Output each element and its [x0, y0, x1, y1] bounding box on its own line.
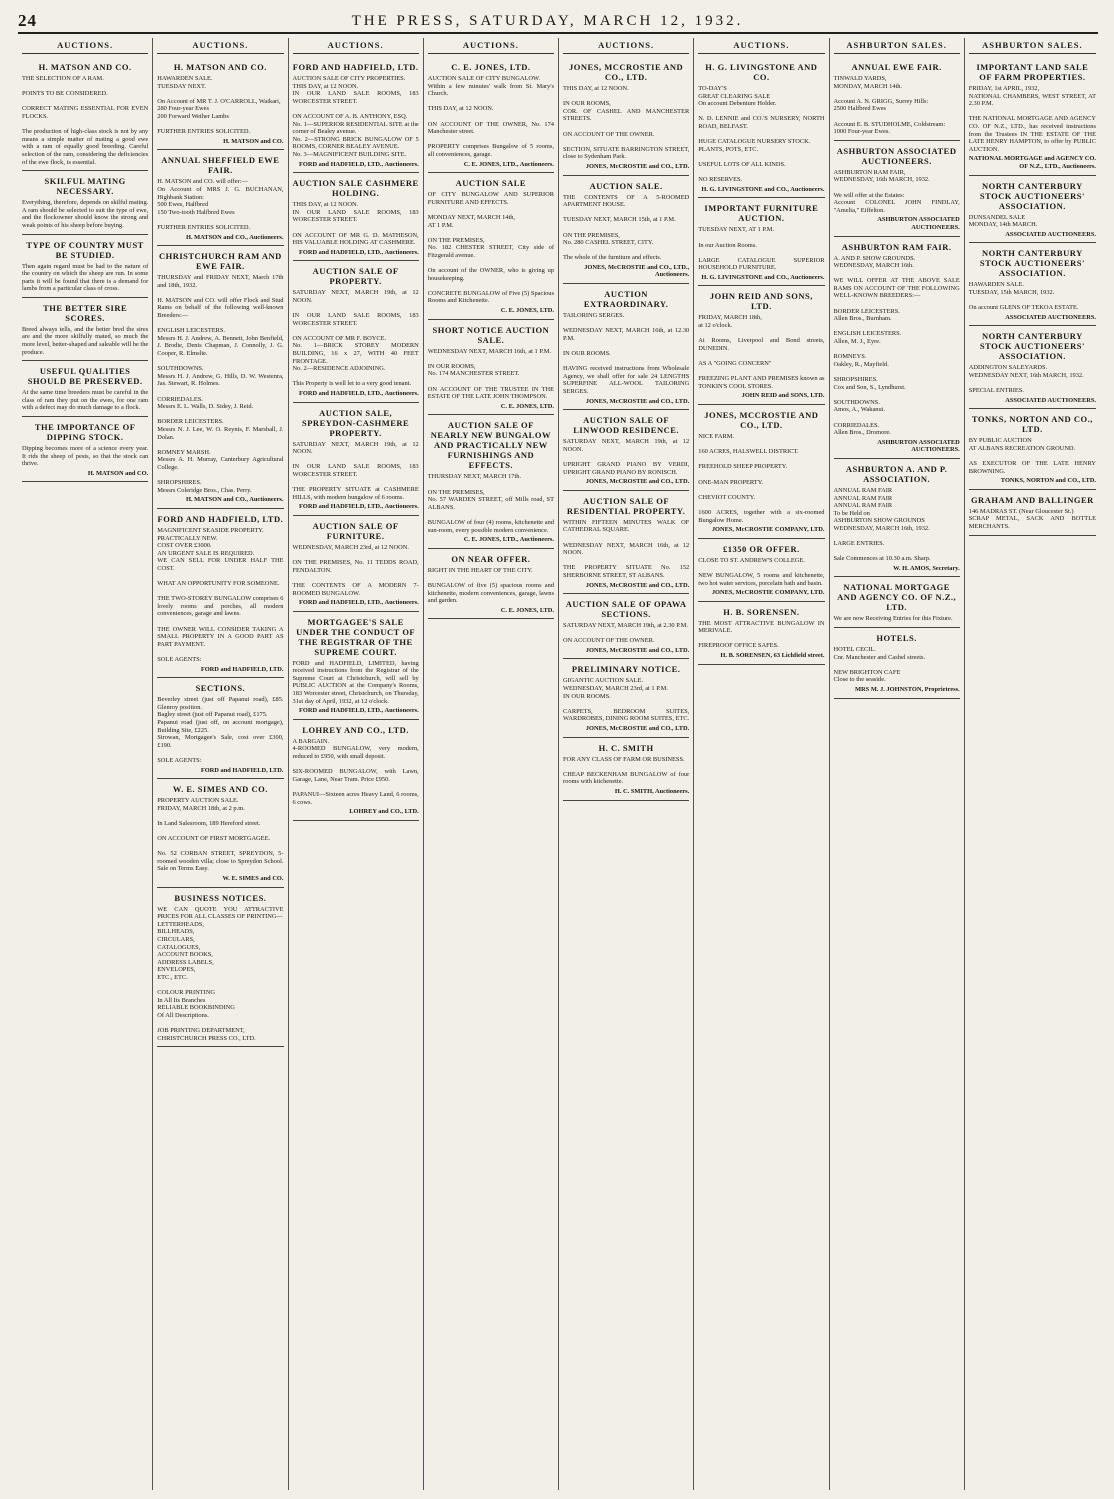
ad-signature: C. E. JONES, LTD., Auctioneers. [463, 536, 554, 544]
advertisement [157, 888, 283, 1048]
ad-body: Then again regard must be had to the nature of the country on which the sheep are run. In some parts it will be found that there is a demand for lambs from a particular class of cross. [22, 262, 149, 293]
ad-body: MAGNIFICENT SEASIDE PROPERTY. PRACTICALLY NEW. COST OVER £3000. AN URGENT SALE IS REQUIRED. WE CAN SELL FOR UNDER HALF THE COST. WHAT AN OPPORTUNITY FOR SOMEONE. THE TWO-STOREY BUNGALOW comprises 6 lovely rooms and porches, all modern conveniences, garage and lawns. THE OWNER WILL CONSIDER TAKING A SMALL PROPERTY IN A GOOD PART AS PART PAYMENT. SOLE AGENTS: [157, 526, 284, 663]
advertisement [834, 237, 960, 459]
ad-heading: JONES, MCCROSTIE AND CO., LTD. [569, 62, 684, 82]
ad-heading: AUCTION SALE OF OPAWA SECTIONS. [565, 599, 687, 620]
advertisement [157, 509, 283, 678]
ad-signature: FORD and HADFIELD, LTD., Auctioneers. [298, 160, 419, 168]
column-4 [424, 38, 559, 1490]
ad-heading: ASHBURTON RAM FAIR. [841, 241, 952, 252]
ad-signature: C. E. JONES, LTD. [500, 402, 554, 410]
ad-signature: W. H. AMOS, Secretary. [893, 564, 960, 572]
ad-body: AUCTION SALE OF CITY BUNGALOW. Within a few minutes' walk from St. Mary's Church. THIS DAY, at 12 NOON. ON ACCOUNT OF THE OWNER, No. 174 Manchester street. PROPERTY comprises Bungalow of 5 rooms, all conveniences, garage. [427, 75, 554, 158]
advertisement [969, 176, 1096, 244]
ad-signature: C. E. JONES, LTD. [500, 606, 554, 614]
ad-signature: FORD and HADFIELD, LTD., Auctioneers. [298, 707, 419, 715]
ad-body: THURSDAY and FRIDAY NEXT, March 17th and 18th, 1932. H. MATSON and CO. will offer Flock and Stud Rams on behalf of the following well-known Breeders:— ENGLISH LEICESTERS. Messrs H. J. Andrew, A. Bennett, John Benfield, J. Brodie, Denis Chapman, J. Connolly, J. G. Cooper, R. Elmslie. SOUTHDOWNS. Messrs H. J. Andrew, G. Hills, D. W. Westenra, Jas. Stewart, R. Holmes. CORRIEDALES. Messrs E. L. Walls, D. Sidey, J. Reid. BORDER LEICESTERS. Messrs N. J. Lee, W. O. Reynis, F. Marshall, J. Dolan. ROMNEY MARSH. Messrs A. H. Murray, Canterbury Agricultural College. SHROPSHIRES. Messrs Coleridge Bros., Chas. Perry. [157, 274, 284, 494]
advertisement [428, 173, 554, 320]
ad-heading: AUCTION SALE OF PROPERTY. [312, 266, 399, 287]
advertisement [563, 176, 689, 285]
newspaper-title: THE PRESS, SATURDAY, MARCH 12, 1932. [351, 12, 744, 29]
ad-body: SATURDAY NEXT, MARCH 19th, at 2.30 P.M. ON ACCOUNT OF THE OWNER. [563, 622, 688, 645]
ad-signature: FORD and HADFIELD, LTD. [200, 766, 284, 774]
ad-body: THE MOST ATTRACTIVE BUNGALOW IN MERIVALE. FIREPROOF OFFICE SAFES. [698, 619, 825, 650]
ad-heading: HOTELS. [876, 633, 917, 644]
ad-signature: JOHN REID and SONS, LTD. [741, 392, 825, 400]
ad-signature: JONES, McCROSTIE and CO., LTD. [585, 478, 690, 486]
advertisement [563, 659, 689, 737]
advertisement [698, 286, 824, 405]
ad-heading: BUSINESS NOTICES. [174, 892, 267, 903]
advertisement [293, 261, 419, 402]
ad-heading: AUCTION SALE OF NEARLY NEW BUNGALOW AND PRACTICALLY NEW FURNISHINGS AND EFFECTS. [430, 420, 551, 471]
column-header: AUCTIONS. [157, 38, 283, 54]
ad-heading: AUCTION SALE OF LINWOOD RESIDENCE. [573, 415, 680, 436]
masthead [18, 10, 1098, 34]
ad-signature: C. E. JONES, LTD., Auctioneers. [463, 160, 554, 168]
ad-heading: H. G. LIVINGSTONE AND CO. [705, 62, 818, 82]
ad-heading: NORTH CANTERBURY STOCK AUCTIONEERS' ASSOCIATION. [979, 180, 1085, 211]
ad-signature: JONES, McCROSTIE and CO., LTD. [585, 646, 690, 654]
advertisement [969, 243, 1096, 326]
advertisement [157, 246, 283, 509]
ad-signature: ASSOCIATED AUCTIONEERS. [1005, 230, 1096, 238]
advertisement [293, 516, 419, 612]
ad-body: WEDNESDAY NEXT, MARCH 16th, at 1 P.M. IN OUR ROOMS, No. 174 MANCHESTER STREET. ON ACCOUNT OF THE TRUSTEE IN THE ESTATE OF THE LATE JOHN THOMPSON. [427, 347, 554, 401]
column-1 [18, 38, 153, 1490]
ad-body: FRIDAY, 1st APRIL, 1932, NATIONAL CHAMBERS, WEST STREET, AT 2.30 P.M. THE NATIONAL MORTGAGE AND AGENCY CO. OF N.Z., LTD., has received instructions from the Trustees IN THE ESTATE OF THE LATE HENRY HAMPTON, to offer by PUBLIC AUCTION. [968, 85, 1096, 153]
ad-signature: ASSOCIATED AUCTIONEERS. [1005, 396, 1096, 404]
advertisement [698, 405, 824, 539]
ad-heading: LOHREY AND CO., LTD. [302, 724, 409, 735]
ad-body: A. AND P. SHOW GROUNDS. WEDNESDAY, MARCH 16th. WE WILL OFFER AT THE ABOVE SALE RAMS ON ACCOUNT OF THE FOLLOWING WELL-KNOWN BREEDERS:— BORDER LEICESTERS. Allen Bros., Burnham. ENGLISH LEICESTERS. Allen, M. J., Eyre. ROMNEYS. Oakley, R., Mayfield. SHROPSHIRES. Cox and Son, S., Lyndhurst. SOUTHDOWNS. Amos, A., Wakanui. CORRIEDALES. Allen Bros., Dromore. [833, 254, 960, 437]
ad-body: Everything, therefore, depends on skilful mating. A ram should be selected to suit the type of ewe, and the flockowner should know the strong and weak points of his sheep before buying. [22, 199, 149, 229]
ad-heading: H. MATSON AND CO. [173, 62, 267, 72]
ad-body: WEDNESDAY, MARCH 23rd, at 12 NOON. ON THE PREMISES, No. 11 TEDDS ROAD, FENDALTON. THE CONTENTS OF A MODERN 7-ROOMED BUNGALOW. [292, 543, 419, 597]
ad-signature: FORD and HADFIELD, LTD., Auctioneers. [298, 503, 419, 511]
ad-heading: TONKS, NORTON AND CO., LTD. [971, 414, 1093, 435]
ad-signature: LOHREY and CO., LTD. [349, 808, 419, 816]
ad-signature: JONES, McCROSTIE and CO., LTD. [585, 397, 690, 405]
ad-heading: AUCTION SALE, SPREYDON-CASHMERE PROPERTY. [302, 407, 410, 438]
ad-heading: SECTIONS. [195, 683, 246, 694]
columns-container [18, 38, 1100, 1490]
ad-heading: USEFUL QUALITIES SHOULD BE PRESERVED. [27, 366, 143, 387]
column-header: ASHBURTON SALES. [834, 38, 960, 54]
ad-heading: JONES, MCCROSTIE AND CO., LTD. [704, 410, 819, 430]
ad-signature: FORD and HADFIELD, LTD. [200, 665, 284, 673]
ad-signature: H. MATSON and CO., Auctioneers. [185, 496, 284, 504]
advertisement [428, 415, 554, 548]
ad-body: AUCTION SALE OF CITY PROPERTIES. THIS DAY, at 12 NOON. IN OUR LAND SALE ROOMS, 183 WORCESTER STREET. ON ACCOUNT OF A. B. ANTHONY, ESQ. No. 1—SUPERIOR RESIDENTIAL SITE at the corner of Bealey avenue. No. 2—STRONG BRICK BUNGALOW OF 5 ROOMS, CORNER BEALEY AVENUE. No. 3—MAGNIFICENT BUILDING SITE. [292, 75, 419, 158]
advertisement [698, 602, 824, 665]
ad-body: ADDINGTON SALEYARDS. WEDNESDAY NEXT, 16th MARCH, 1932. SPECIAL ENTRIES. [968, 364, 1084, 395]
ad-heading: AUCTION SALE OF RESIDENTIAL PROPERTY. [566, 495, 686, 516]
ad-heading: AUCTION SALE [455, 178, 527, 189]
advertisement [563, 284, 689, 410]
advertisement [834, 577, 960, 628]
ad-body: At the same time breeders must be careful in the class of ram they put on the ewes, for one ram with a defect may do much damage to a flock. [22, 389, 149, 412]
ad-heading: AUCTION SALE. [589, 180, 663, 191]
ad-body: TUESDAY NEXT, AT 1 P.M. In our Auction Rooms. LARGE CATALOGUE SUPERIOR HOUSEHOLD FURNITURE. [698, 226, 825, 272]
ad-signature: H. MATSON and CO. [223, 137, 284, 145]
advertisement [428, 320, 554, 416]
ad-body: FORD and HADFIELD, LIMITED, having received instructions from the Registrar of the Supreme Court at Christchurch, will sell by PUBLIC AUCTION at the Company's Rooms, 183 Worcester street, Christchurch, on Thursday, 31st day of April, 1932, at 12 o'clock. [292, 659, 419, 705]
ad-body: SATURDAY NEXT, MARCH 19th, at 12 NOON. IN OUR LAND SALE ROOMS, 183 WORCESTER STREET. THE PROPERTY SITUATE at CASHMERE HILLS, with modern bungalow of 6 rooms. [292, 440, 419, 501]
ad-body: We are now Receiving Entries for this Fixture. [833, 615, 953, 623]
advertisement [428, 57, 554, 173]
ad-body: HAWARDEN SALE. TUESDAY, 15th MARCH, 1932. On account GLENS OF TEKOA ESTATE. [968, 281, 1079, 312]
ad-heading: FORD AND HADFIELD, LTD. [157, 513, 284, 524]
column-7 [830, 38, 965, 1490]
ad-signature: FORD and HADFIELD, LTD., Auctioneers. [298, 390, 419, 397]
ad-heading: ASHBURTON A. AND P. ASSOCIATION. [845, 463, 948, 484]
ad-signature: NATIONAL MORTGAGE and AGENCY CO. OF N.Z., LTD., Auctioneers. [968, 155, 1096, 170]
ad-body: WITHIN FIFTEEN MINUTES WALK OF CATHEDRAL SQUARE. WEDNESDAY NEXT, MARCH 16th, at 12 NOON. THE PROPERTY SITUATE No. 152 SHERBORNE STREET, ST ALBANS. [563, 518, 690, 579]
advertisement [157, 150, 283, 246]
ad-heading: SHORT NOTICE AUCTION SALE. [432, 324, 550, 345]
ad-signature: TONKS, NORTON and CO., LTD. [1000, 477, 1096, 485]
advertisement [22, 417, 148, 482]
advertisement [969, 57, 1096, 176]
advertisement [22, 361, 148, 417]
ad-heading: NATIONAL MORTGAGE AND AGENCY CO. OF N.Z., LTD. [837, 582, 957, 613]
ad-body: THURSDAY NEXT, MARCH 17th. ON THE PREMISES, No. 57 WARDEN STREET, off Mills road, ST ALBANS. BUNGALOW of four (4) rooms, kitchenette and sun-room, every possible modern convenience. [427, 473, 554, 534]
ad-body: FOR ANY CLASS OF FARM OR BUSINESS. CHEAP BECKENHAM BUNGALOW of four rooms with kitchenette. [563, 755, 690, 786]
column-6 [694, 38, 829, 1490]
ad-heading: TYPE OF COUNTRY MUST BE STUDIED. [26, 239, 144, 260]
advertisement [563, 57, 689, 176]
ad-body: TAILORING SERGES. WEDNESDAY NEXT, MARCH 16th, at 12.30 P.M. IN OUR ROOMS. HAVING received instructions from Wholesale Agency, we shall offer for sale 24 LENGTHS SUPERFINE ALL-WOOL TAILORING SERGES. [563, 312, 690, 395]
ad-signature: FORD and HADFIELD, LTD., Auctioneers. [298, 248, 419, 256]
ad-body: GIGANTIC AUCTION SALE. WEDNESDAY, MARCH 23rd, at 1 P.M. IN OUR ROOMS. CARPETS, BEDROOM SUITES, WARDROBES, DINING ROOM SUITES, ETC. [563, 677, 690, 723]
ad-body: THIS DAY, at 12 NOON. IN OUR ROOMS, COR. OF CASHEL AND MANCHESTER STREETS. ON ACCOUNT OF THE OWNER. SECTION, SITUATE BARRINGTON STREET, close to Sydenham Park. [563, 85, 690, 161]
ad-body: TINWALD YARDS, MONDAY, MARCH 14th. Account A. N. GRIGG, Surrey Hills: 2500 Halfbred Ewes Account E. B. STUDHOLME, Coldstream: 1000 Four-year Ewes. [833, 75, 946, 136]
advertisement [698, 539, 824, 602]
ad-body: BY PUBLIC AUCTION AT ALBANS RECREATION GROUND. AS EXECUTOR OF THE LATE HENRY BROWNING. [968, 437, 1096, 475]
ad-body: HAWARDEN SALE. TUESDAY NEXT. On Account of MR T. J. O'CARROLL, Waikari, 280 Four-year Ewes 200 Forward Wether Lambs FURTHER ENTRIES SOLICITED. [157, 75, 281, 136]
column-header: AUCTIONS. [698, 38, 824, 54]
ad-signature: JONES, McCROSTIE COMPANY, LTD. [711, 526, 825, 534]
advertisement [834, 628, 960, 699]
column-5 [559, 38, 694, 1490]
advertisement [22, 57, 148, 171]
ad-signature: H. MATSON and CO., Auctioneers. [185, 233, 284, 241]
ad-heading: ON NEAR OFFER. [451, 553, 531, 564]
column-header: ASHBURTON SALES. [969, 38, 1096, 54]
ad-signature: H. G. LIVINGSTONE and CO., Auctioneers. [701, 185, 825, 193]
advertisement [834, 141, 960, 237]
advertisement [293, 612, 419, 720]
ad-heading: ANNUAL SHEFFIELD EWE FAIR. [161, 155, 280, 176]
ad-heading: ASHBURTON ASSOCIATED AUCTIONEERS. [836, 145, 957, 166]
ad-heading: CHRISTCHURCH RAM AND EWE FAIR. [158, 251, 282, 272]
ad-body: THE CONTENTS OF A 5-ROOMED APARTMENT HOUSE. TUESDAY NEXT, MARCH 15th, at 1 P.M. ON THE PREMISES, No. 280 CASHEL STREET, CITY. The whole of the furniture and effects. [563, 193, 690, 262]
advertisement [157, 678, 283, 779]
ad-body: OF CITY BUNGALOW AND SUPERIOR FURNITURE AND EFFECTS. MONDAY NEXT, MARCH 14th, AT 1 P.M. ON THE PREMISES, No. 182 CHESTER STREET, City side of Fitzgerald avenue. On account of the OWNER, who is giving up housekeeping. CONCRETE BUNGALOW of Five (5) Spacious Rooms and Kitchenette. [427, 191, 554, 305]
ad-body: HOTEL CECIL. Cnr. Manchester and Cashel streets. NEW BRIGHTON CAFE Close to the seaside. [833, 646, 926, 684]
advertisement [293, 173, 419, 261]
ad-signature: JONES, McCROSTIE and CO., LTD. [585, 725, 690, 733]
ad-heading: H. MATSON AND CO. [38, 62, 132, 72]
column-header: AUCTIONS. [563, 38, 689, 54]
ad-signature: FORD and HADFIELD, LTD., Auctioneers. [298, 599, 419, 607]
column-3 [289, 38, 424, 1490]
column-header: AUCTIONS. [22, 38, 148, 54]
ad-body: TO-DAY'S GREAT CLEARING SALE On account Debenture Holder. N. D. LENNIE and CO.'S NURSERY, NORTH ROAD, BELFAST. HUGE CATALOGUE NURSERY STOCK. PLANTS, POTS, ETC. USEFUL LOTS OF ALL KINDS. NO RESERVES. [698, 85, 825, 184]
advertisement [22, 171, 148, 234]
ad-heading: THE IMPORTANCE OF DIPPING STOCK. [34, 422, 136, 443]
ad-heading: NORTH CANTERBURY STOCK AUCTIONEERS' ASSOCIATION. [979, 248, 1085, 279]
advertisement [22, 235, 148, 298]
ad-signature: JONES, McCROSTIE COMPANY, LTD. [711, 589, 825, 597]
ad-signature: ASHBURTON ASSOCIATED AUCTIONEERS. [877, 216, 960, 231]
advertisement [293, 403, 419, 516]
ad-heading: AUCTION EXTRAORDINARY. [583, 289, 669, 310]
ad-heading: AUCTION SALE CASHMERE HOLDING. [292, 178, 419, 199]
column-header: AUCTIONS. [428, 38, 554, 54]
advertisement [157, 57, 283, 150]
advertisement [834, 57, 960, 141]
ad-body: THIS DAY, at 12 NOON. IN OUR LAND SALE ROOMS, 183 WORCESTER STREET. ON ACCOUNT OF MR G. D. MATHESON, HIS VALUABLE HOLDING AT CASHMERE. [292, 201, 419, 247]
ad-signature: W. E. SIMES and CO. [222, 875, 284, 883]
ad-heading: JOHN REID AND SONS, LTD. [709, 291, 813, 312]
ad-body: Beverley street (just off Papanui road), £85. Glenroy position. Bagley street (just off Papanui road), £175. Papanui road (just off, on account mortgage), Building Site, £225. Strowan, Mortgagee's Sale, cost over £300, £190. SOLE AGENTS: [157, 696, 284, 764]
ad-signature: JONES, McCROSTIE and CO., LTD. [585, 581, 690, 589]
ad-heading: SKILFUL MATING NECESSARY. [44, 176, 126, 197]
ad-heading: W. E. SIMES AND CO. [172, 784, 268, 795]
ad-heading: IMPORTANT FURNITURE AUCTION. [704, 203, 819, 224]
advertisement [563, 491, 689, 594]
advertisement [834, 459, 960, 578]
ad-heading: FORD AND HADFIELD, LTD. [292, 62, 419, 72]
column-8 [965, 38, 1100, 1490]
advertisement [698, 198, 824, 286]
ad-body: RIGHT IN THE HEART OF THE CITY. BUNGALOW of five (5) spacious rooms and kitchenette, modern conveniences, garage, lawns and garden. [427, 566, 554, 605]
page-number: 24 [18, 11, 37, 30]
ad-heading: £1350 OR OFFER. [723, 543, 800, 554]
ad-signature: H. B. SORENSEN, 63 Lichfield street. [720, 652, 825, 660]
advertisement [22, 298, 148, 361]
column-header: AUCTIONS. [293, 38, 419, 54]
ad-body: Dipping becomes more of a science every year. It rids the sheep of pests, so that the stock can thrive. [22, 445, 149, 468]
ad-signature: JONES, McCROSTIE and CO., LTD. [585, 162, 690, 170]
ad-heading: MORTGAGEE'S SALE UNDER THE CONDUCT OF THE REGISTRAR OF THE SUPREME COURT. [296, 616, 416, 657]
ad-body: ANNUAL RAM FAIR ANNUAL RAM FAIR ANNUAL RAM FAIR To be Held on ASHBURTON SHOW GROUNDS WEDNESDAY, MARCH 16th, 1932. LARGE ENTRIES. Sale Commences at 10.30 a.m. Sharp. [833, 486, 931, 563]
ad-heading: C. E. JONES, LTD. [451, 62, 531, 72]
ad-body: THE SELECTION OF A RAM. POINTS TO BE CONSIDERED. CORRECT MATING ESSENTIAL FOR EVEN FLOCKS. The production of high-class stock is not by any means a simple matter of mating a good ewe with a ram of equally good breeding. Careful selection of the ram, considering the deficiencies of the ewe flock, is essential. [22, 75, 149, 166]
ad-body: A BARGAIN. 4-ROOMED BUNGALOW, very modern, reduced to £950, with small deposit. SIX-ROOMED BUNGALOW, with Lawn, Garage, Lane, Near Tram. Price £950. PAPANUI—Sixteen acres Heavy Land, 6 rooms, 6 cows. [292, 737, 419, 806]
ad-signature: ASHBURTON ASSOCIATED AUCTIONEERS. [877, 438, 960, 454]
ad-heading: AUCTION SALE OF FURNITURE. [312, 520, 399, 541]
ad-body: Breed always tells, and the better bred the sires are and the more skilfully mated, so much the more level, better-shaped and saleable will be the produce. [22, 325, 149, 356]
ad-body: NICE FARM. 160 ACRES, HALSWELL DISTRICT. FREEHOLD SHEEP PROPERTY. ONE-MAN PROPERTY. CHEVIOT COUNTY. 1600 ACRES, together with a six-roomed Bungalow Home. [698, 433, 825, 524]
advertisement [563, 410, 689, 491]
ad-body: SATURDAY NEXT, MARCH 19th, at 12 NOON. UPRIGHT GRAND PIANO BY VERDI, UPRIGHT GRAND PIANO BY RONISCH. [563, 438, 690, 476]
ad-signature: C. E. JONES, LTD. [500, 307, 554, 315]
advertisement [969, 490, 1096, 536]
ad-heading: ANNUAL EWE FAIR. [851, 62, 942, 72]
column-2 [153, 38, 288, 1490]
ad-signature: MRS M. J. JOHNSTON, Proprietress. [855, 686, 960, 694]
ad-body: H. MATSON and CO. will offer:— On Account of MRS J. G. BUCHANAN, Highbank Station: 500 Ewes, Halfbred 150 Two-tooth Halfbred Ewes FURTHER ENTRIES SOLICITED. [157, 178, 284, 231]
ad-heading: PRELIMINARY NOTICE. [571, 664, 681, 675]
ad-body: 146 MADRAS ST. (Near Gloucester St.) SCRAP METAL, SACK AND BOTTLE MERCHANTS. [968, 507, 1096, 530]
ad-body: SATURDAY NEXT, MARCH 19th, at 12 NOON. IN OUR LAND SALE ROOMS, 183 WORCESTER STREET. ON ACCOUNT OF MR F. BOYCE. No. 1—BRICK STOREY MODERN BUILDING, 16 x 27, WITH 40 FEET FRONTAGE. No. 2—RESIDENCE ADJOINING. This Property is well let to a very good tenant. [292, 289, 419, 388]
advertisement [563, 738, 689, 801]
ad-heading: GRAHAM AND BALLINGER [970, 494, 1094, 505]
ad-signature: H. G. LIVINGSTONE and CO., Auctioneers. [701, 273, 825, 281]
ad-body: DUNSANDEL SALE MONDAY, 14th MARCH. [968, 213, 1038, 229]
ad-signature: H. C. SMITH, Auctioneers. [614, 788, 690, 795]
ad-heading: H. B. SORENSEN. [723, 606, 800, 617]
ad-heading: THE BETTER SIRE SCORES. [43, 302, 128, 323]
ad-signature: JONES, McCROSTIE and CO., LTD., Auctioneers. [584, 263, 690, 279]
advertisement [698, 57, 824, 198]
ad-heading: IMPORTANT LAND SALE OF FARM PROPERTIES. [976, 62, 1089, 82]
advertisement [563, 594, 689, 659]
ad-body: FRIDAY, MARCH 18th, at 12 o'clock. At Rooms, Liverpool and Bond streets, DUNEDIN. AS A "GOING CONCERN" FREEZING PLANT AND PREMISES known as TONKIN'S COOL STORES. [698, 314, 825, 390]
ad-body: PROPERTY AUCTION SALE. FRIDAY, MARCH 18th, at 2 p.m. In Land Salesroom, 189 Hereford street. ON ACCOUNT OF FIRST MORTGAGEE. No. 52 CORBAN STREET, SPREYDON, 5-roomed wooden villa; close to Spreydon School. Sale on Terms Easy. [157, 797, 284, 873]
ad-signature: H. MATSON and CO. [87, 469, 149, 477]
ad-body: WE CAN QUOTE YOU ATTRACTIVE PRICES FOR ALL CLASSES OF PRINTING— LETTERHEADS, BILLHEADS, CIRCULARS, CATALOGUES, ACCOUNT BOOKS, ADDRESS LABELS, ENVELOPES, ETC., ETC. COLOUR PRINTING In All Its Branches RELIABLE BOOKBINDING Of All Descriptions. JOB PRINTING DEPARTMENT, CHRISTCHURCH PRESS CO., LTD. [157, 905, 284, 1042]
ad-body: ASHBURTON RAM FAIR, WEDNESDAY, 16th MARCH, 1932. We will offer at the Estates: Account COLONEL JOHN FINDLAY, "Amelia," Eiffelton. [833, 168, 960, 214]
advertisement [969, 326, 1096, 409]
advertisement [969, 409, 1096, 490]
ad-signature: ASSOCIATED AUCTIONEERS. [1005, 313, 1096, 321]
advertisement [428, 549, 554, 620]
advertisement [293, 720, 419, 821]
ad-body: CLOSE TO ST. ANDREW'S COLLEGE. NEW BUNGALOW, 5 rooms and kitchenette, two hot water services, porcelain bath and basin. [698, 556, 825, 587]
advertisement [157, 779, 283, 888]
ad-heading: NORTH CANTERBURY STOCK AUCTIONEERS' ASSOCIATION. [979, 331, 1085, 362]
ad-heading: H. C. SMITH [598, 742, 654, 753]
advertisement [293, 57, 419, 173]
